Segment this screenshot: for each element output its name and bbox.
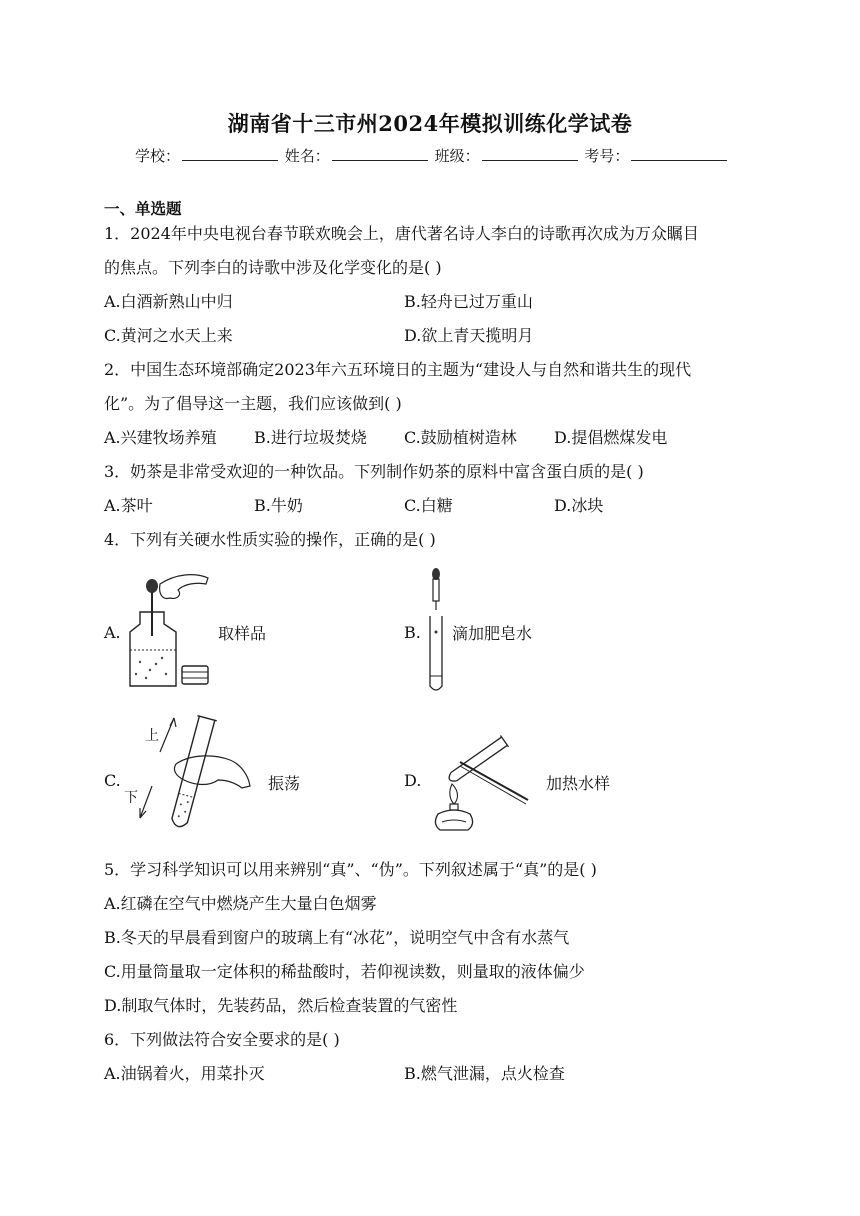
q4-option-c-label: 振荡 [268,774,301,793]
exam-no-blank[interactable] [631,146,727,161]
q6-stem-line1: 6．下列做法符合安全要求的是( ) [104,1030,340,1049]
q1-option-a: A.白酒新熟山中归 [104,292,233,311]
q4-option-b-letter: B. [404,623,421,642]
exam-no-label: 考号： [584,147,630,165]
shake-down-label: 下 [124,790,138,806]
q1-stem-line2: 的焦点。下列李白的诗歌中涉及化学变化的是( ) [104,258,442,277]
school-blank[interactable] [182,146,278,161]
student-info-row [135,145,729,166]
q5-stem-line1: 5．学习科学知识可以用来辨别“真”、“伪”。下列叙述属于“真”的是( ) [104,860,597,879]
q6-option-b: B.燃气泄漏，点火检查 [404,1064,565,1083]
q4-option-a-label: 取样品 [218,624,267,643]
q4-option-c-letter: C. [104,771,121,790]
q3-option-b: B.牛奶 [254,496,303,515]
q5-option-d: D.制取气体时，先装药品，然后检查装置的气密性 [104,996,458,1015]
q1-option-d: D.欲上青天揽明月 [404,326,534,345]
q5-option-b: B.冬天的早晨看到窗户的玻璃上有“冰花”，说明空气中含有水蒸气 [104,928,570,947]
q1-option-c: C.黄河之水天上来 [104,326,233,345]
exam-title: 湖南省十三市州2024年模拟训练化学试卷 [227,111,633,136]
q3-stem-line1: 3．奶茶是非常受欢迎的一种饮品。下列制作奶茶的原料中富含蛋白质的是( ) [104,462,644,481]
q5-option-a: A.红磷在空气中燃烧产生大量白色烟雾 [104,894,377,913]
q4-option-a-letter: A. [104,623,121,642]
class-label: 班级： [434,147,480,165]
q2-option-b: B.进行垃圾焚烧 [254,428,367,447]
class-blank[interactable] [482,146,578,161]
heating-tube-figure [420,722,540,834]
q4-option-d-label: 加热水样 [546,774,611,793]
q1-option-b: B.轻舟已过万重山 [404,292,533,311]
q3-option-d: D.冰块 [554,496,604,515]
q2-stem-line1: 2．中国生态环境部确定2023年六五环境日的主题为“建设人与自然和谐共生的现代 [104,360,692,379]
q2-stem-line2: 化”。为了倡导这一主题，我们应该做到( ) [104,394,402,413]
name-label: 姓名： [284,147,330,165]
school-label: 学校： [135,147,181,165]
q2-option-c: C.鼓励植树造林 [404,428,517,447]
shake-up-label: 上 [145,728,159,744]
q2-option-a: A.兴建牧场养殖 [104,428,217,447]
q4-option-d-letter: D. [404,771,422,790]
q3-option-c: C.白糖 [404,496,453,515]
dropper-testtube-figure [420,566,450,696]
section-title: 一、单选题 [104,200,182,218]
q4-stem-line1: 4．下列有关硬水性质实验的操作，正确的是( ) [104,530,436,549]
name-blank[interactable] [332,146,428,161]
q4-option-b-label: 滴加肥皂水 [452,624,533,643]
q3-option-a: A.茶叶 [104,496,153,515]
shaking-tube-figure [130,712,260,838]
q6-option-a: A.油锅着火，用菜扑灭 [104,1064,265,1083]
q5-option-c: C.用量筒量取一定体积的稀盐酸时，若仰视读数，则量取的液体偏少 [104,962,585,981]
q1-stem-line1: 1．2024年中央电视台春节联欢晚会上，唐代著名诗人李白的诗歌再次成为万众瞩目 [104,224,699,243]
q2-option-d: D.提倡燃煤发电 [554,428,668,447]
bottle-sampling-figure [120,566,220,692]
